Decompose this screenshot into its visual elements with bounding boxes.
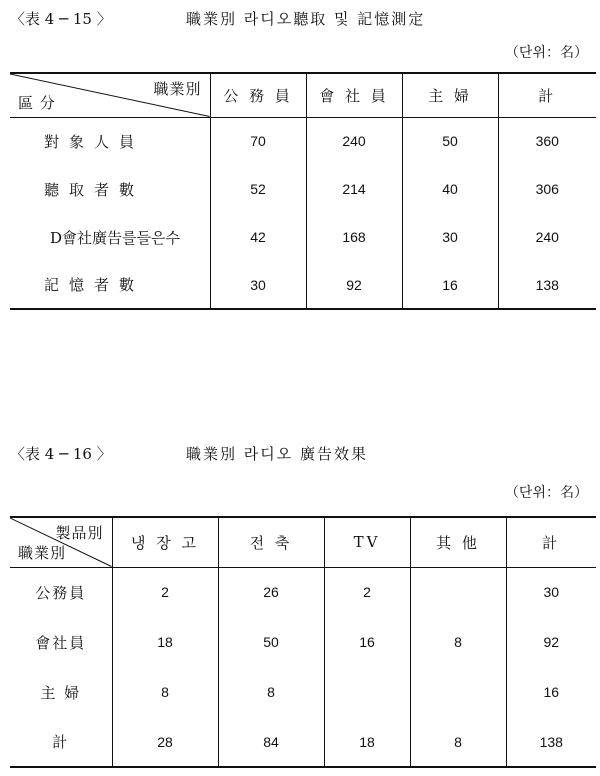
cell: [324, 667, 410, 717]
cell: 8: [218, 667, 324, 717]
column-header: 냉 장 고: [112, 517, 218, 567]
cell: 8: [112, 667, 218, 717]
column-header: 主 婦: [402, 73, 498, 117]
cell: 70: [210, 117, 306, 165]
table-row: [10, 617, 596, 667]
cell: 42: [210, 213, 306, 261]
column-header: 計: [506, 517, 596, 567]
diagonal-header-cell: [10, 73, 210, 117]
cell: 92: [306, 261, 402, 309]
row-dimension-label: 職業別: [18, 543, 67, 562]
ad-effect-table: [10, 516, 596, 768]
row-label: 主 婦: [40, 683, 82, 702]
cell: 18: [324, 717, 410, 767]
cell: 30: [402, 213, 498, 261]
unit-label: （단위：名）: [504, 45, 588, 61]
cell: 306: [498, 165, 596, 213]
row-label: 對象人員: [44, 132, 145, 151]
column-dimension-label: 職業別: [153, 80, 202, 98]
table-row: [10, 165, 596, 213]
row-label: 計: [52, 733, 70, 751]
table-number: 〈表 4 ─ 16 〉: [10, 445, 112, 463]
cell: 8: [410, 717, 506, 767]
row-dimension-label: 區 分: [18, 93, 56, 112]
cell: 30: [210, 261, 306, 309]
cell: 30: [506, 567, 596, 617]
cell: 18: [112, 617, 218, 667]
row-label: 會社員: [35, 633, 87, 652]
table-number: 〈表 4 ─ 15 〉: [10, 10, 112, 28]
row-label: 聽取者數: [44, 180, 145, 199]
cell: 214: [306, 165, 402, 213]
cell: [410, 567, 506, 617]
column-header: 전 축: [218, 517, 324, 567]
cell: 138: [506, 717, 596, 767]
cell: 92: [506, 617, 596, 667]
column-header: TV: [324, 517, 410, 567]
cell: 16: [324, 617, 410, 667]
listening-memory-table: [10, 72, 596, 310]
table-caption: [0, 443, 600, 467]
column-header: 公 務 員: [210, 73, 306, 117]
row-label: D會社廣告를들은수: [50, 228, 180, 247]
cell: 360: [498, 117, 596, 165]
row-label: 公務員: [35, 583, 87, 602]
table-row: [10, 117, 596, 165]
table-title: 職業別 라디오聽取 및 記憶測定: [186, 10, 426, 28]
cell: 52: [210, 165, 306, 213]
cell: 240: [498, 213, 596, 261]
cell: 2: [112, 567, 218, 617]
cell: 84: [218, 717, 324, 767]
cell: 40: [402, 165, 498, 213]
cell: 8: [410, 617, 506, 667]
cell: 2: [324, 567, 410, 617]
table-row: [10, 567, 596, 617]
table-caption: [0, 8, 600, 32]
table-row: [10, 667, 596, 717]
diagonal-header-cell: [10, 517, 112, 567]
cell: 28: [112, 717, 218, 767]
row-label: 記憶者數: [44, 276, 145, 294]
cell: 16: [506, 667, 596, 717]
unit-label: （단위：名）: [504, 485, 588, 501]
cell: 50: [402, 117, 498, 165]
column-header: 其 他: [410, 517, 506, 567]
table-row: [10, 213, 596, 261]
cell: 168: [306, 213, 402, 261]
column-header: 會 社 員: [306, 73, 402, 117]
column-header: 計: [498, 73, 596, 117]
cell: 16: [402, 261, 498, 309]
cell: 26: [218, 567, 324, 617]
cell: 138: [498, 261, 596, 309]
header-row: [10, 517, 596, 567]
cell: 240: [306, 117, 402, 165]
header-row: [10, 73, 596, 117]
cell: 50: [218, 617, 324, 667]
table-row: [10, 261, 596, 309]
cell: [410, 667, 506, 717]
column-dimension-label: 製品別: [55, 524, 104, 542]
table-row: [10, 717, 596, 767]
table-title: 職業別 라디오 廣告效果: [186, 445, 369, 463]
